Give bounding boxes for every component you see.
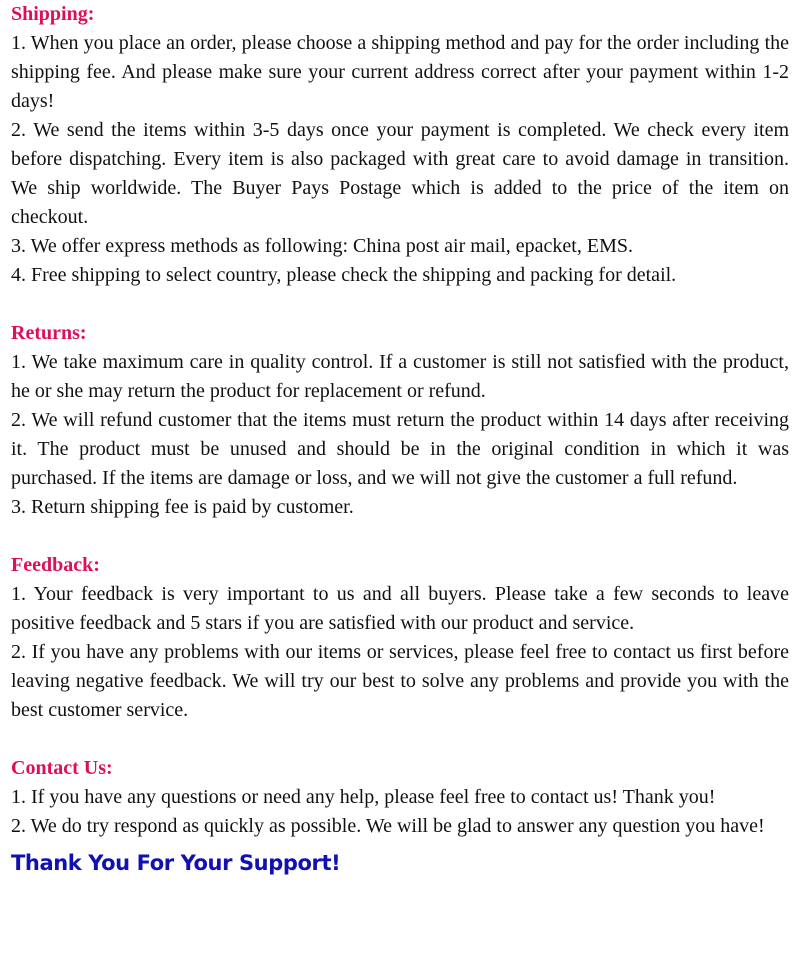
section-paragraph: 2. We will refund customer that the items must return the product within 14 days after receiving it. The product must be unused and should be in the original condition in which it was purchased. If the items are damage or loss, and we will not give the customer a full refund.: [11, 409, 789, 489]
section-paragraph: 3. Return shipping fee is paid by customer.: [11, 496, 354, 518]
section-heading: Contact Us:: [11, 757, 113, 779]
section-feedback: [11, 551, 789, 725]
section-paragraph: 3. We offer express methods as following: China post air mail, epacket, EMS.: [11, 235, 633, 257]
section-returns: [11, 319, 789, 522]
section-spacer: [11, 725, 789, 754]
section-paragraph: 2. We send the items within 3-5 days once your payment is completed. We check every item before dispatching. Every item is also packaged with great care to avoid damage in transition. We ship worldwide. The Buyer Pays Postage which is added to the price of the item on checkout.: [11, 119, 789, 228]
section-shipping: [11, 0, 789, 290]
section-heading: Feedback:: [11, 554, 100, 576]
section-paragraph: 1. We take maximum care in quality control. If a customer is still not satisfied with the product, he or she may return the product for replacement or refund.: [11, 351, 789, 402]
section-paragraph: 1. When you place an order, please choose a shipping method and pay for the order including the shipping fee. And please make sure your current address correct after your payment within 1-2 days!: [11, 32, 789, 112]
section-paragraph: 1. If you have any questions or need any help, please feel free to contact us! Thank you!: [11, 786, 716, 808]
section-spacer: [11, 290, 789, 319]
section-heading: Shipping:: [11, 3, 95, 25]
policy-document: [11, 0, 789, 878]
section-spacer: [11, 522, 789, 551]
section-contact-us: [11, 754, 789, 841]
section-heading: Returns:: [11, 322, 87, 344]
section-paragraph: 1. Your feedback is very important to us and all buyers. Please take a few seconds to leave positive feedback and 5 stars if you are satisfied with our product and service.: [11, 583, 789, 634]
section-paragraph: 2. We do try respond as quickly as possible. We will be glad to answer any question you have!: [11, 815, 765, 837]
section-paragraph: 2. If you have any problems with our items or services, please feel free to contact us first before leaving negative feedback. We will try our best to solve any problems and provide you with the best customer service.: [11, 641, 789, 721]
closing-thanks: Thank You For Your Support!: [11, 851, 341, 875]
section-paragraph: 4. Free shipping to select country, please check the shipping and packing for detail.: [11, 264, 677, 286]
